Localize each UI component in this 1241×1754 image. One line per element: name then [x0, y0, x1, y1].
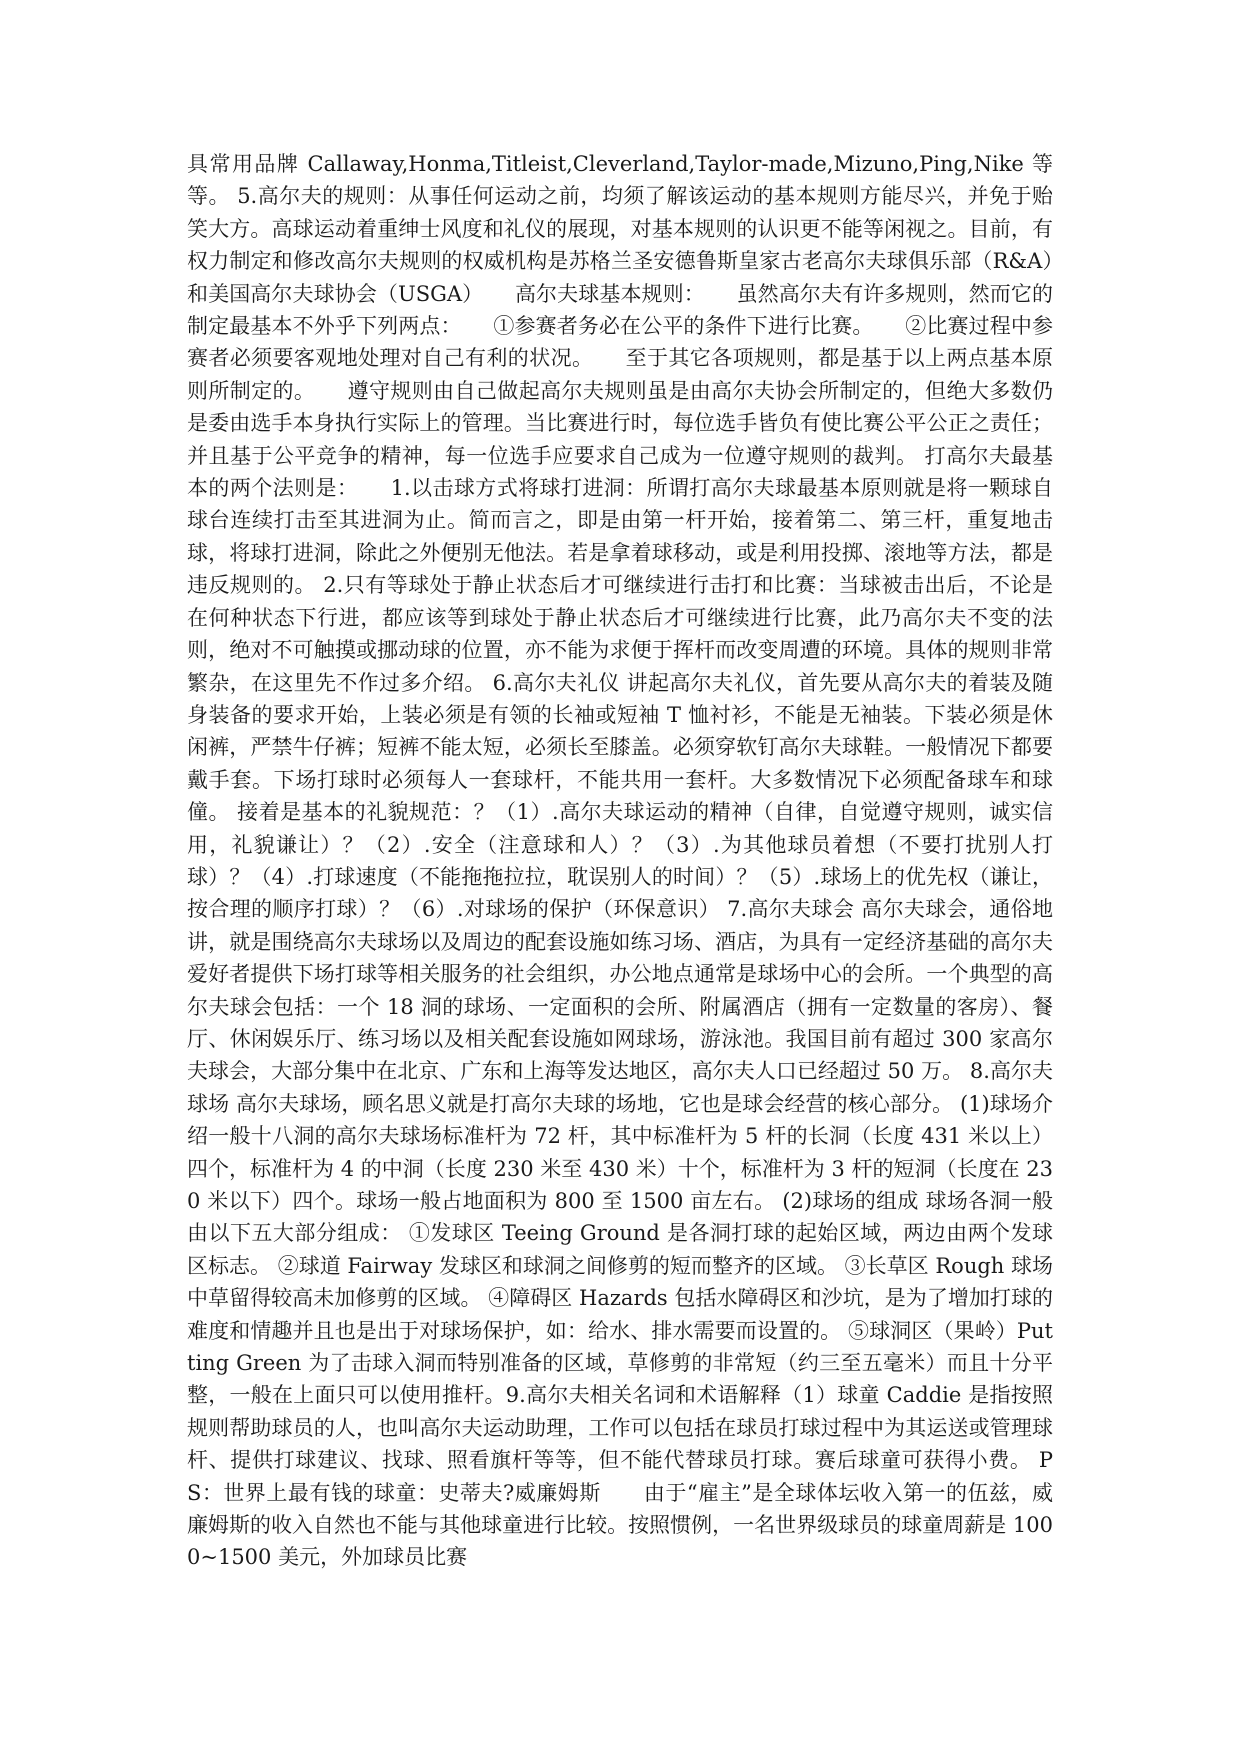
body-paragraph: 具常用品牌 Callaway,Honma,Titleist,Cleverland,Taylor-made,Mizuno,Ping,Nike 等等。 5.高尔夫的规则：从事任何运动之前，均须了解该运动的基本规则方能尽兴，并免于贻笑大方。高球运动着重绅士风度和礼仪的展现，对基本规则的认识更不能等闲视之。目前，有权力制定和修改高尔夫规则的权威机构是苏格兰圣安德鲁斯皇家古老高尔夫球俱乐部（R&A）和美国高尔夫球协会（USGA） 高尔夫球基本规则： 虽然高尔夫有许多规则，然而它的制定最基本不外乎下列两点： ①参赛者务必在公平的条件下进行比赛。 ②比赛过程中参赛者必须要客观地处理对自己有利的状况。 至于其它各项规则，都是基于以上两点基本原则所制定的。 遵守规则由自己做起高尔夫规则虽是由高尔夫协会所制定的，但绝大多数仍是委由选手本身执行实际上的管理。当比赛进行时，每位选手皆负有使比赛公平公正之责任；并且基于公平竞争的精神，每一位选手应要求自己成为一位遵守规则的裁判。 打高尔夫最基本的两个法则是： 1.以击球方式将球打进洞：所谓打高尔夫球最基本原则就是将一颗球自球台连续打击至其进洞为止。简而言之，即是由第一杆开始，接着第二、第三杆，重复地击球，将球打进洞，除此之外便别无他法。若是拿着球移动，或是利用投掷、滚地等方法，都是违反规则的。 2.只有等球处于静止状态后才可继续进行击打和比赛：当球被击出后，不论是在何种状态下行进，都应该等到球处于静止状态后才可继续进行比赛，此乃高尔夫不变的法则，绝对不可触摸或挪动球的位置，亦不能为求便于挥杆而改变周遭的环境。具体的规则非常繁杂，在这里先不作过多介绍。 6.高尔夫礼仪 讲起高尔夫礼仪，首先要从高尔夫的着装及随身装备的要求开始，上装必须是有领的长袖或短袖 T 恤衬衫，不能是无袖装。下装必须是休闲裤，严禁牛仔裤；短裤不能太短，必须长至膝盖。必须穿软钉高尔夫球鞋。一般情况下都要戴手套。下场打球时必须每人一套球杆，不能共用一套杆。大多数情况下必须配备球车和球僮。 接着是基本的礼貌规范：？（1）.高尔夫球运动的精神（自律，自觉遵守规则，诚实信用，礼貌谦让）？（2）.安全（注意球和人）？（3）.为其他球员着想（不要打扰别人打球）？（4）.打球速度（不能拖拖拉拉，耽误别人的时间）？（5）.球场上的优先权（谦让，按合理的顺序打球）？（6）.对球场的保护（环保意识） 7.高尔夫球会 高尔夫球会，通俗地讲，就是围绕高尔夫球场以及周边的配套设施如练习场、酒店，为具有一定经济基础的高尔夫爱好者提供下场打球等相关服务的社会组织，办公地点通常是球场中心的会所。一个典型的高尔夫球会包括：一个 18 洞的球场、一定面积的会所、附属酒店（拥有一定数量的客房）、餐厅、休闲娱乐厅、练习场以及相关配套设施如网球场，游泳池。我国目前有超过 300 家高尔夫球会，大部分集中在北京、广东和上海等发达地区，高尔夫人口已经超过 50 万。 8.高尔夫球场 高尔夫球场，顾名思义就是打高尔夫球的场地，它也是球会经营的核心部分。 (1)球场介绍一般十八洞的高尔夫球场标准杆为 72 杆，其中标准杆为 5 杆的长洞（长度 431 米以上）四个，标准杆为 4 的中洞（长度 230 米至 430 米）十个，标准杆为 3 杆的短洞（长度在 230 米以下）四个。球场一般占地面积为 800 至 1500 亩左右。 (2)球场的组成 球场各洞一般由以下五大部分组成： ①发球区 Teeing Ground 是各洞打球的起始区域，两边由两个发球区标志。 ②球道 Fairway 发球区和球洞之间修剪的短而整齐的区域。 ③长草区 Rough 球场中草留得较高未加修剪的区域。 ④障碍区 Hazards 包括水障碍区和沙坑，是为了增加打球的难度和情趣并且也是出于对球场保护，如：给水、排水需要而设置的。 ⑤球洞区（果岭）Putting Green 为了击球入洞而特别准备的区域，草修剪的非常短（约三至五毫米）而且十分平整，一般在上面只可以使用推杆。9.高尔夫相关名词和术语解释（1）球童 Caddie 是指按照规则帮助球员的人，也叫高尔夫运动助理，工作可以包括在球员打球过程中为其运送或管理球杆、提供打球建议、找球、照看旗杆等等，但不能代替球员打球。赛后球童可获得小费。 PS：世界上最有钱的球童：史蒂夫?威廉姆斯 由于“雇主”是全球体坛收入第一的伍兹，威廉姆斯的收入自然也不能与其他球童进行比较。按照惯例，一名世界级球员的球童周薪是 1000~1500 美元，外加球员比赛 — [187, 152, 1053, 1570]
document-body — [187, 148, 1053, 1574]
